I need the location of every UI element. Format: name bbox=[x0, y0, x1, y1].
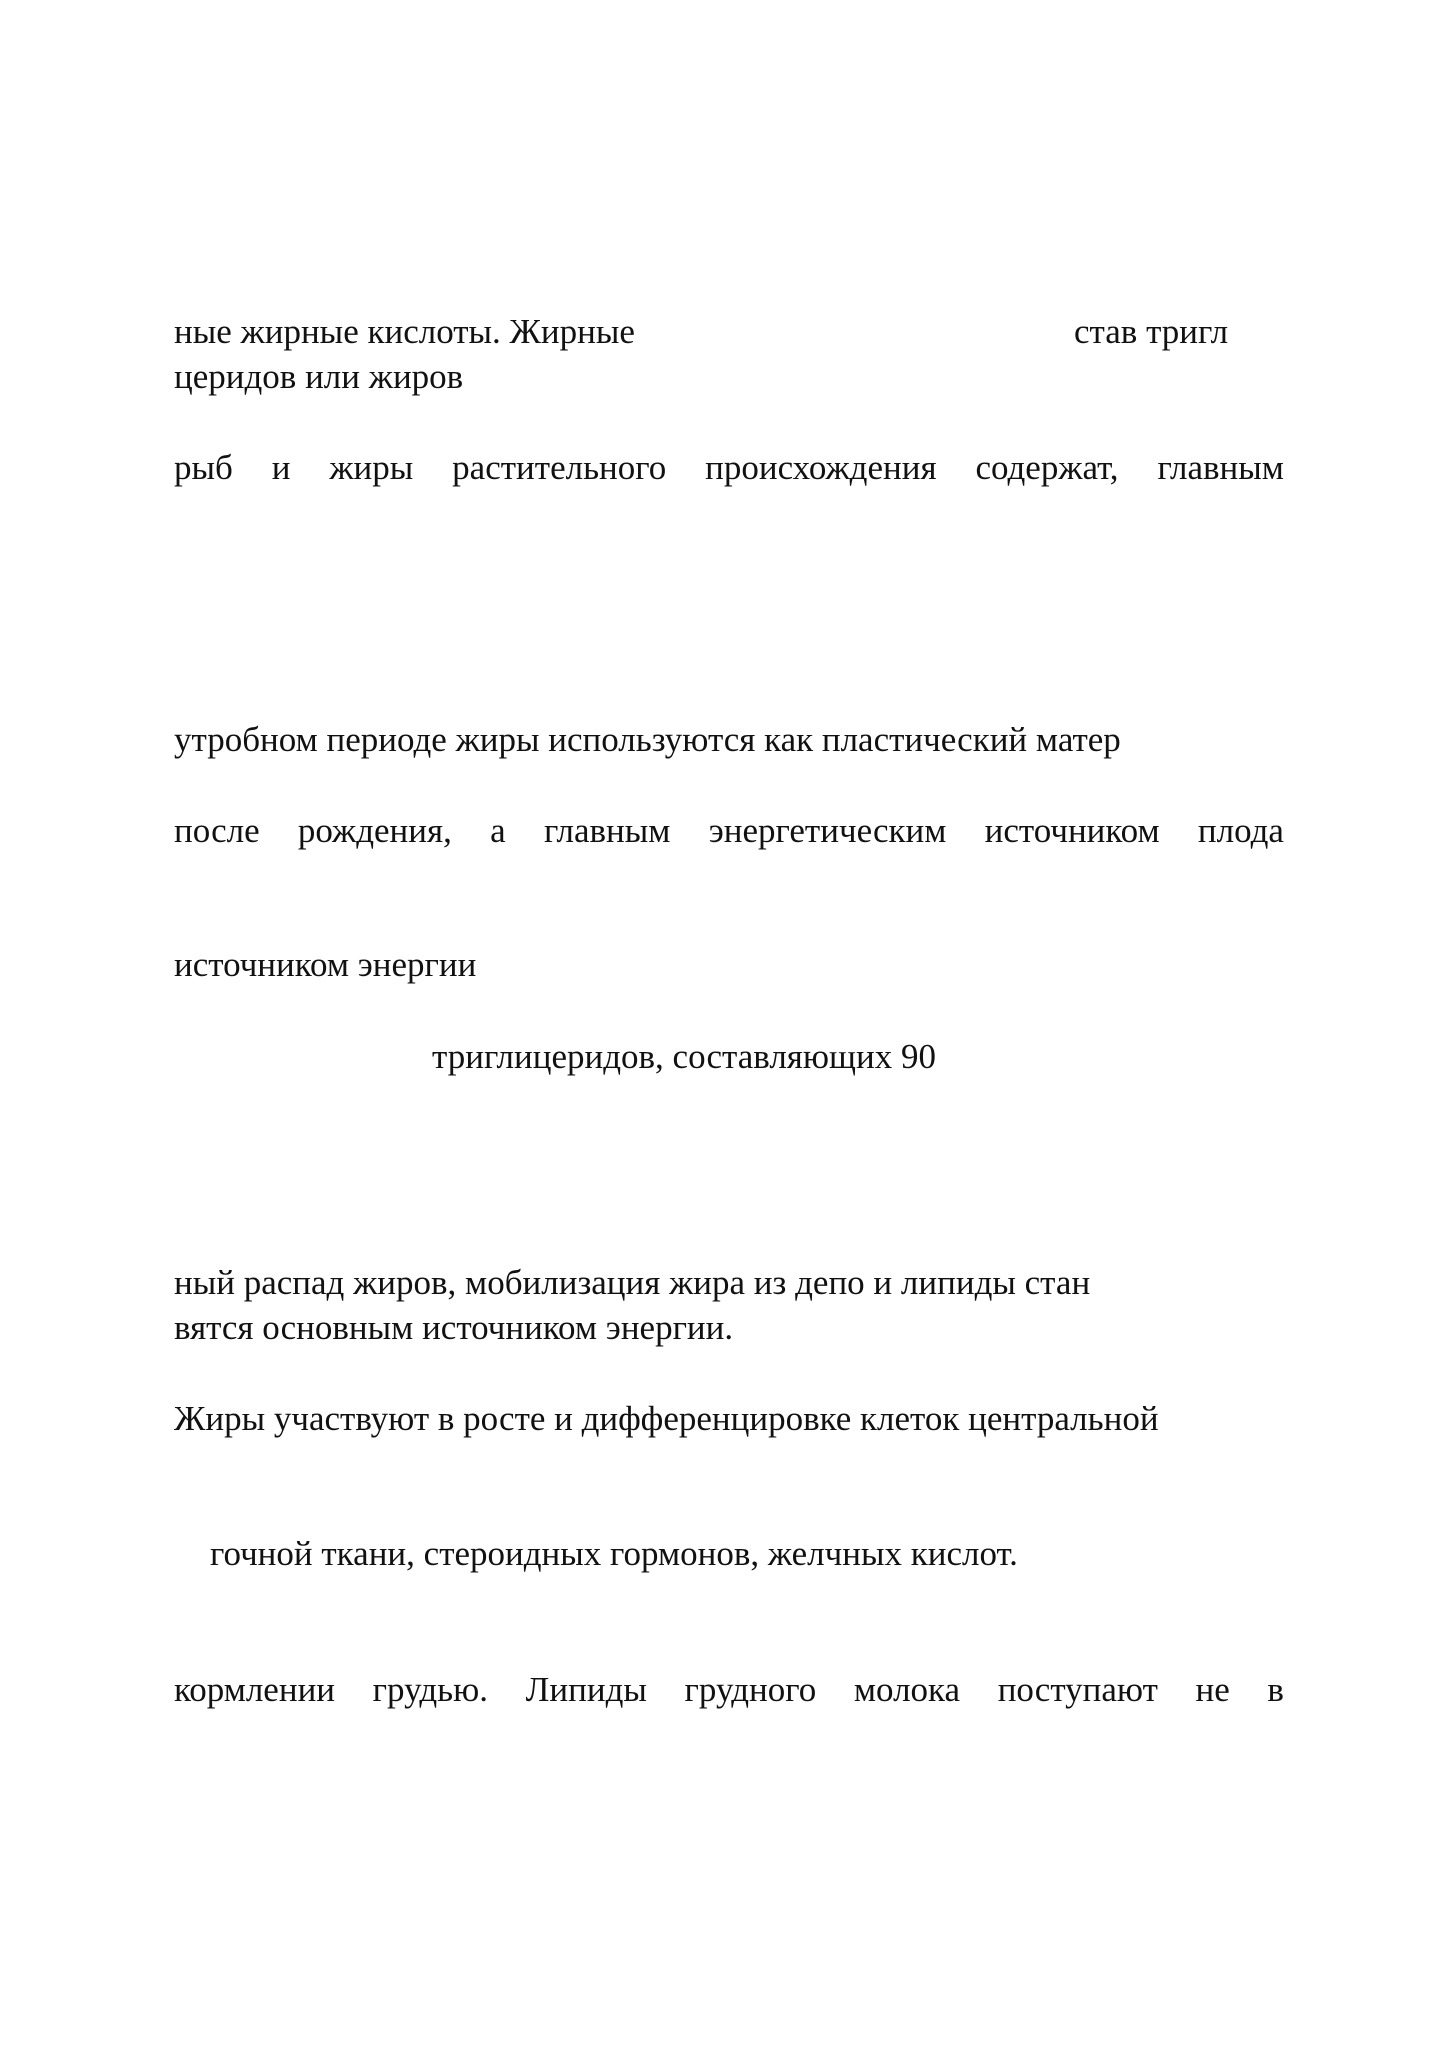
text-line-7: триглицеридов, составляющих 90 bbox=[432, 1037, 936, 1076]
word: кормлении bbox=[174, 1670, 336, 1709]
word: Липиды bbox=[525, 1670, 647, 1709]
word: в bbox=[1267, 1670, 1284, 1709]
text-line-6: источником энергии bbox=[174, 945, 477, 984]
text-line-8: ный распад жиров, мобилизация жира из депо и липиды стан bbox=[174, 1263, 1091, 1302]
word: главным bbox=[543, 811, 671, 850]
text-line-1-left: ные жирные кислоты. Жирные bbox=[174, 312, 635, 351]
word: рыб bbox=[174, 448, 233, 487]
word: плода bbox=[1197, 811, 1284, 850]
word: грудного bbox=[684, 1670, 817, 1709]
word: главным bbox=[1157, 448, 1284, 487]
text-line-5 bbox=[174, 809, 1284, 853]
text-line-2: церидов или жиров bbox=[174, 357, 464, 396]
word: грудью. bbox=[372, 1670, 489, 1709]
word: рождения, bbox=[297, 811, 452, 850]
word: жиры bbox=[329, 448, 414, 487]
word: поступают bbox=[997, 1670, 1158, 1709]
text-line-10: Жиры участвуют в росте и дифференцировке клеток центральной bbox=[174, 1399, 1159, 1438]
word: а bbox=[490, 811, 506, 850]
word: растительного bbox=[452, 448, 667, 487]
word: источником bbox=[984, 811, 1160, 850]
word: содержат, bbox=[975, 448, 1119, 487]
word: происхождения bbox=[705, 448, 937, 487]
text-line-4: утробном периоде жиры используются как пластический матер bbox=[174, 720, 1121, 759]
text-line-12 bbox=[174, 1668, 1284, 1712]
word: и bbox=[271, 448, 291, 487]
text-line-11: гочной ткани, стероидных гормонов, желчных кислот. bbox=[210, 1534, 1018, 1573]
word: после bbox=[174, 811, 260, 850]
word: молока bbox=[853, 1670, 961, 1709]
word: энергетическим bbox=[708, 811, 947, 850]
text-line-9: вятся основным источником энергии. bbox=[174, 1308, 734, 1347]
text-line-1-right: став тригл bbox=[1074, 312, 1229, 351]
text-line-3 bbox=[174, 446, 1284, 490]
word: не bbox=[1195, 1670, 1230, 1709]
